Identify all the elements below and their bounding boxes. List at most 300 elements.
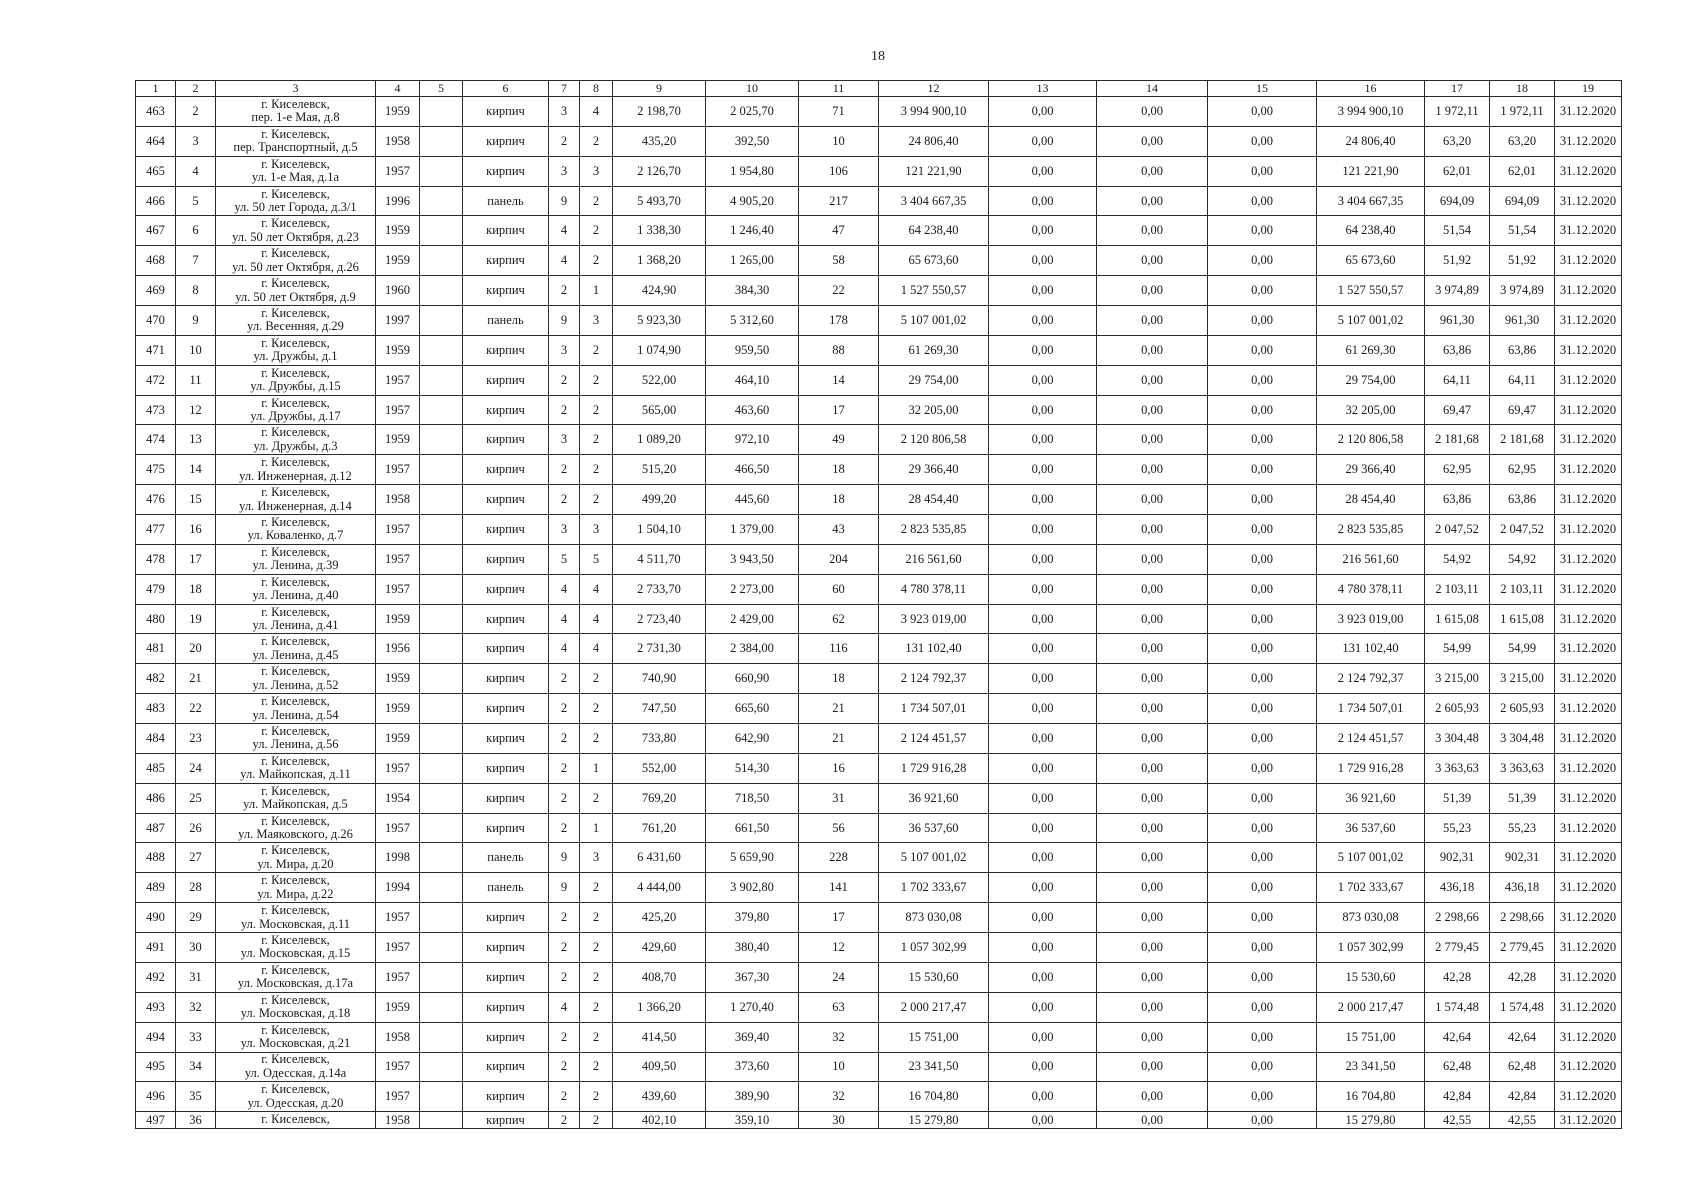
col-11-cell: 17: [799, 903, 879, 933]
address-line: ул. Московская, д.21: [240, 1036, 351, 1051]
col-1-cell: 492: [136, 962, 176, 992]
col-16-cell: 29 366,40: [1317, 455, 1425, 485]
col-7-cell: 2: [549, 813, 580, 843]
col-7-cell: 2: [549, 903, 580, 933]
col-16-cell: 216 561,60: [1317, 544, 1425, 574]
col-7-cell: 4: [549, 992, 580, 1022]
col-16-cell: 36 537,60: [1317, 813, 1425, 843]
col-12-cell: 2 124 792,37: [879, 664, 989, 694]
col-5-cell: [420, 813, 463, 843]
table-row: [136, 843, 1622, 873]
col-6-cell: кирпич: [463, 574, 549, 604]
col-18-cell: 902,31: [1490, 843, 1555, 873]
col-11-cell: 32: [799, 1082, 879, 1112]
column-number-header: 1: [136, 81, 176, 97]
col-12-cell: 2 124 451,57: [879, 724, 989, 754]
col-2-cell: 24: [176, 753, 216, 783]
data-table: [135, 80, 1622, 1129]
col-16-cell: 3 994 900,10: [1317, 97, 1425, 127]
col-12-cell: 23 341,50: [879, 1052, 989, 1082]
col-13-cell: 0,00: [989, 843, 1097, 873]
address-line: ул. Московская, д.18: [240, 1006, 351, 1021]
column-number-header: 17: [1425, 81, 1490, 97]
address-cell: [216, 664, 376, 694]
col-4-cell: 1958: [376, 126, 420, 156]
col-14-cell: 0,00: [1097, 156, 1208, 186]
col-15-cell: 0,00: [1208, 813, 1317, 843]
address-cell: [216, 933, 376, 963]
address-line: ул. 50 лет Города, д.3/1: [234, 200, 357, 214]
col-13-cell: 0,00: [989, 544, 1097, 574]
col-16-cell: 1 729 916,28: [1317, 753, 1425, 783]
col-2-cell: 2: [176, 97, 216, 127]
col-5-cell: [420, 1022, 463, 1052]
col-8-cell: 2: [580, 992, 613, 1022]
col-2-cell: 29: [176, 903, 216, 933]
col-12-cell: 2 823 535,85: [879, 515, 989, 545]
col-14-cell: 0,00: [1097, 365, 1208, 395]
col-1-cell: 478: [136, 544, 176, 574]
col-10-cell: 718,50: [706, 783, 799, 813]
table-row: [136, 186, 1622, 216]
table-row: [136, 783, 1622, 813]
col-1-cell: 465: [136, 156, 176, 186]
table-row: [136, 156, 1622, 186]
col-2-cell: 5: [176, 186, 216, 216]
col-6-cell: кирпич: [463, 455, 549, 485]
col-14-cell: 0,00: [1097, 1022, 1208, 1052]
col-18-cell: 436,18: [1490, 873, 1555, 903]
col-10-cell: 972,10: [706, 425, 799, 455]
col-13-cell: 0,00: [989, 186, 1097, 216]
col-13-cell: 0,00: [989, 634, 1097, 664]
col-8-cell: 4: [580, 574, 613, 604]
col-13-cell: 0,00: [989, 126, 1097, 156]
col-13-cell: 0,00: [989, 992, 1097, 1022]
col-5-cell: [420, 1112, 463, 1129]
col-5-cell: [420, 186, 463, 216]
address-cell: [216, 425, 376, 455]
col-13-cell: 0,00: [989, 246, 1097, 276]
address-cell: [216, 724, 376, 754]
col-14-cell: 0,00: [1097, 634, 1208, 664]
col-15-cell: 0,00: [1208, 634, 1317, 664]
col-5-cell: [420, 126, 463, 156]
col-1-cell: 481: [136, 634, 176, 664]
col-10-cell: 1 246,40: [706, 216, 799, 246]
col-1-cell: 495: [136, 1052, 176, 1082]
col-14-cell: 0,00: [1097, 604, 1208, 634]
col-4-cell: 1959: [376, 664, 420, 694]
col-14-cell: 0,00: [1097, 1112, 1208, 1129]
col-14-cell: 0,00: [1097, 276, 1208, 306]
col-10-cell: 1 265,00: [706, 246, 799, 276]
address-cell: [216, 515, 376, 545]
col-2-cell: 6: [176, 216, 216, 246]
col-8-cell: 2: [580, 694, 613, 724]
column-number-header: 6: [463, 81, 549, 97]
col-19-cell: 31.12.2020: [1555, 365, 1622, 395]
col-6-cell: кирпич: [463, 1052, 549, 1082]
col-14-cell: 0,00: [1097, 335, 1208, 365]
col-5-cell: [420, 425, 463, 455]
col-5-cell: [420, 574, 463, 604]
table-row: [136, 216, 1622, 246]
address-line: г. Киселевск,: [261, 604, 330, 619]
col-17-cell: 64,11: [1425, 365, 1490, 395]
col-11-cell: 30: [799, 1112, 879, 1129]
column-number-header: 15: [1208, 81, 1317, 97]
col-14-cell: 0,00: [1097, 306, 1208, 336]
col-18-cell: 3 363,63: [1490, 753, 1555, 783]
col-11-cell: 58: [799, 246, 879, 276]
address-line: г. Киселевск,: [261, 395, 330, 410]
table-header: [136, 81, 1622, 97]
col-13-cell: 0,00: [989, 783, 1097, 813]
table-row: [136, 694, 1622, 724]
address-line: пер. 1-е Мая, д.8: [251, 110, 340, 125]
col-9-cell: 1 366,20: [613, 992, 706, 1022]
address-line: ул. 50 лет Октября, д.9: [235, 289, 356, 304]
col-15-cell: 0,00: [1208, 365, 1317, 395]
col-9-cell: 5 923,30: [613, 306, 706, 336]
col-5-cell: [420, 753, 463, 783]
col-14-cell: 0,00: [1097, 186, 1208, 216]
col-1-cell: 474: [136, 425, 176, 455]
col-12-cell: 5 107 001,02: [879, 306, 989, 336]
col-14-cell: 0,00: [1097, 1052, 1208, 1082]
col-11-cell: 60: [799, 574, 879, 604]
col-17-cell: 55,23: [1425, 813, 1490, 843]
col-8-cell: 4: [580, 604, 613, 634]
col-17-cell: 63,86: [1425, 485, 1490, 515]
col-19-cell: 31.12.2020: [1555, 604, 1622, 634]
col-7-cell: 3: [549, 515, 580, 545]
col-7-cell: 4: [549, 634, 580, 664]
col-7-cell: 2: [549, 126, 580, 156]
col-2-cell: 22: [176, 694, 216, 724]
column-number-header: 5: [420, 81, 463, 97]
table-row: [136, 306, 1622, 336]
col-7-cell: 2: [549, 1052, 580, 1082]
col-9-cell: 424,90: [613, 276, 706, 306]
col-11-cell: 204: [799, 544, 879, 574]
col-10-cell: 660,90: [706, 664, 799, 694]
col-12-cell: 65 673,60: [879, 246, 989, 276]
col-18-cell: 2 298,66: [1490, 903, 1555, 933]
col-11-cell: 31: [799, 783, 879, 813]
col-19-cell: 31.12.2020: [1555, 962, 1622, 992]
col-10-cell: 2 273,00: [706, 574, 799, 604]
col-14-cell: 0,00: [1097, 216, 1208, 246]
col-9-cell: 2 733,70: [613, 574, 706, 604]
col-9-cell: 499,20: [613, 485, 706, 515]
col-18-cell: 42,64: [1490, 1022, 1555, 1052]
col-5-cell: [420, 604, 463, 634]
col-1-cell: 469: [136, 276, 176, 306]
address-line: г. Киселевск,: [261, 126, 330, 141]
col-17-cell: 961,30: [1425, 306, 1490, 336]
col-4-cell: 1959: [376, 724, 420, 754]
address-line: ул. Инженерная, д.12: [239, 468, 352, 483]
col-4-cell: 1957: [376, 515, 420, 545]
col-13-cell: 0,00: [989, 694, 1097, 724]
col-2-cell: 34: [176, 1052, 216, 1082]
col-12-cell: 216 561,60: [879, 544, 989, 574]
col-2-cell: 30: [176, 933, 216, 963]
address-line: г. Киселевск,: [261, 1022, 330, 1037]
col-6-cell: кирпич: [463, 1082, 549, 1112]
col-2-cell: 36: [176, 1112, 216, 1129]
col-17-cell: 62,48: [1425, 1052, 1490, 1082]
col-10-cell: 661,50: [706, 813, 799, 843]
col-8-cell: 2: [580, 664, 613, 694]
col-9-cell: 4 511,70: [613, 544, 706, 574]
col-14-cell: 0,00: [1097, 574, 1208, 604]
col-9-cell: 2 198,70: [613, 97, 706, 127]
col-14-cell: 0,00: [1097, 485, 1208, 515]
col-7-cell: 4: [549, 604, 580, 634]
table-row: [136, 544, 1622, 574]
col-11-cell: 56: [799, 813, 879, 843]
col-9-cell: 1 089,20: [613, 425, 706, 455]
col-6-cell: кирпич: [463, 604, 549, 634]
col-2-cell: 3: [176, 126, 216, 156]
col-5-cell: [420, 873, 463, 903]
col-13-cell: 0,00: [989, 425, 1097, 455]
address-cell: [216, 306, 376, 336]
address-cell: [216, 694, 376, 724]
col-11-cell: 21: [799, 694, 879, 724]
col-7-cell: 9: [549, 306, 580, 336]
column-number-header: 16: [1317, 81, 1425, 97]
col-2-cell: 23: [176, 724, 216, 754]
col-12-cell: 64 238,40: [879, 216, 989, 246]
col-2-cell: 21: [176, 664, 216, 694]
col-11-cell: 71: [799, 97, 879, 127]
col-17-cell: 42,84: [1425, 1082, 1490, 1112]
col-2-cell: 32: [176, 992, 216, 1022]
col-11-cell: 21: [799, 724, 879, 754]
col-9-cell: 522,00: [613, 365, 706, 395]
col-18-cell: 51,92: [1490, 246, 1555, 276]
col-10-cell: 373,60: [706, 1052, 799, 1082]
col-2-cell: 18: [176, 574, 216, 604]
col-17-cell: 3 363,63: [1425, 753, 1490, 783]
address-cell: [216, 455, 376, 485]
address-line: ул. Одесская, д.14а: [244, 1065, 347, 1080]
address-line: г. Киселевск,: [261, 694, 330, 709]
col-10-cell: 367,30: [706, 962, 799, 992]
col-16-cell: 3 404 667,35: [1317, 186, 1425, 216]
col-13-cell: 0,00: [989, 903, 1097, 933]
col-9-cell: 740,90: [613, 664, 706, 694]
col-5-cell: [420, 1052, 463, 1082]
col-7-cell: 2: [549, 694, 580, 724]
col-8-cell: 2: [580, 126, 613, 156]
col-12-cell: 16 704,80: [879, 1082, 989, 1112]
col-13-cell: 0,00: [989, 306, 1097, 336]
col-11-cell: 47: [799, 216, 879, 246]
col-6-cell: кирпич: [463, 1022, 549, 1052]
col-17-cell: 902,31: [1425, 843, 1490, 873]
col-1-cell: 468: [136, 246, 176, 276]
table-row: [136, 664, 1622, 694]
address-line: г. Киселевск,: [261, 335, 330, 350]
col-18-cell: 62,01: [1490, 156, 1555, 186]
col-11-cell: 88: [799, 335, 879, 365]
col-9-cell: 747,50: [613, 694, 706, 724]
col-19-cell: 31.12.2020: [1555, 455, 1622, 485]
col-5-cell: [420, 724, 463, 754]
col-6-cell: панель: [463, 873, 549, 903]
col-6-cell: панель: [463, 843, 549, 873]
address-line: ул. 50 лет Октября, д.23: [232, 229, 359, 244]
col-19-cell: 31.12.2020: [1555, 664, 1622, 694]
col-5-cell: [420, 933, 463, 963]
col-19-cell: 31.12.2020: [1555, 783, 1622, 813]
address-line: г. Киселевск,: [261, 843, 330, 858]
col-18-cell: 54,92: [1490, 544, 1555, 574]
col-10-cell: 1 379,00: [706, 515, 799, 545]
col-12-cell: 15 279,80: [879, 1112, 989, 1129]
col-13-cell: 0,00: [989, 97, 1097, 127]
col-19-cell: 31.12.2020: [1555, 515, 1622, 545]
col-18-cell: 63,20: [1490, 126, 1555, 156]
col-8-cell: 2: [580, 216, 613, 246]
col-1-cell: 475: [136, 455, 176, 485]
col-5-cell: [420, 276, 463, 306]
col-15-cell: 0,00: [1208, 246, 1317, 276]
col-2-cell: 11: [176, 365, 216, 395]
col-9-cell: 414,50: [613, 1022, 706, 1052]
col-15-cell: 0,00: [1208, 97, 1317, 127]
table-row: [136, 903, 1622, 933]
col-18-cell: 1 972,11: [1490, 97, 1555, 127]
col-2-cell: 15: [176, 485, 216, 515]
address-line: ул. Майкопская, д.5: [243, 797, 348, 812]
address-line: ул. Ленина, д.52: [252, 677, 339, 692]
col-15-cell: 0,00: [1208, 395, 1317, 425]
address-cell: [216, 843, 376, 873]
address-line: г. Киселевск,: [261, 932, 330, 947]
col-17-cell: 42,28: [1425, 962, 1490, 992]
col-19-cell: 31.12.2020: [1555, 574, 1622, 604]
col-6-cell: кирпич: [463, 544, 549, 574]
col-4-cell: 1958: [376, 485, 420, 515]
col-6-cell: кирпич: [463, 694, 549, 724]
col-8-cell: 5: [580, 544, 613, 574]
col-10-cell: 3 902,80: [706, 873, 799, 903]
col-4-cell: 1957: [376, 395, 420, 425]
col-6-cell: кирпич: [463, 753, 549, 783]
column-number-header: 18: [1490, 81, 1555, 97]
col-15-cell: 0,00: [1208, 1082, 1317, 1112]
address-line: г. Киселевск,: [261, 962, 330, 977]
address-line: ул. Московская, д.11: [240, 916, 351, 931]
col-8-cell: 2: [580, 395, 613, 425]
col-8-cell: 1: [580, 276, 613, 306]
col-1-cell: 494: [136, 1022, 176, 1052]
col-2-cell: 19: [176, 604, 216, 634]
col-7-cell: 2: [549, 1112, 580, 1129]
col-15-cell: 0,00: [1208, 156, 1317, 186]
col-11-cell: 141: [799, 873, 879, 903]
col-17-cell: 42,55: [1425, 1112, 1490, 1129]
col-17-cell: 2 181,68: [1425, 425, 1490, 455]
col-5-cell: [420, 455, 463, 485]
col-8-cell: 2: [580, 1022, 613, 1052]
col-5-cell: [420, 306, 463, 336]
col-6-cell: панель: [463, 306, 549, 336]
col-4-cell: 1959: [376, 604, 420, 634]
col-6-cell: кирпич: [463, 783, 549, 813]
col-19-cell: 31.12.2020: [1555, 724, 1622, 754]
col-9-cell: 733,80: [613, 724, 706, 754]
column-number-header: 9: [613, 81, 706, 97]
col-5-cell: [420, 246, 463, 276]
col-19-cell: 31.12.2020: [1555, 933, 1622, 963]
table-row: [136, 1082, 1622, 1112]
col-15-cell: 0,00: [1208, 485, 1317, 515]
address-line: г. Киселевск,: [261, 544, 330, 559]
col-1-cell: 487: [136, 813, 176, 843]
col-17-cell: 63,86: [1425, 335, 1490, 365]
col-1-cell: 472: [136, 365, 176, 395]
address-line: ул. Дружбы, д.1: [253, 349, 338, 364]
col-17-cell: 2 103,11: [1425, 574, 1490, 604]
address-cell: [216, 962, 376, 992]
address-cell: [216, 813, 376, 843]
col-5-cell: [420, 903, 463, 933]
column-number-header: 10: [706, 81, 799, 97]
col-13-cell: 0,00: [989, 1052, 1097, 1082]
col-13-cell: 0,00: [989, 455, 1097, 485]
col-14-cell: 0,00: [1097, 933, 1208, 963]
address-cell: [216, 365, 376, 395]
address-line: ул. Ленина, д.41: [252, 618, 339, 633]
col-18-cell: 2 605,93: [1490, 694, 1555, 724]
col-10-cell: 1 270,40: [706, 992, 799, 1022]
col-16-cell: 873 030,08: [1317, 903, 1425, 933]
col-7-cell: 2: [549, 365, 580, 395]
col-17-cell: 1 574,48: [1425, 992, 1490, 1022]
col-19-cell: 31.12.2020: [1555, 813, 1622, 843]
address-line: г. Киселевск,: [261, 1052, 330, 1067]
col-19-cell: 31.12.2020: [1555, 1082, 1622, 1112]
table-row: [136, 425, 1622, 455]
col-4-cell: 1957: [376, 813, 420, 843]
col-14-cell: 0,00: [1097, 873, 1208, 903]
column-number-header: 2: [176, 81, 216, 97]
col-8-cell: 2: [580, 485, 613, 515]
col-6-cell: кирпич: [463, 962, 549, 992]
col-4-cell: 1957: [376, 574, 420, 604]
col-17-cell: 62,95: [1425, 455, 1490, 485]
col-9-cell: 1 368,20: [613, 246, 706, 276]
address-cell: [216, 1112, 376, 1129]
col-19-cell: 31.12.2020: [1555, 843, 1622, 873]
col-11-cell: 228: [799, 843, 879, 873]
col-2-cell: 33: [176, 1022, 216, 1052]
address-line: г. Киселевск,: [261, 485, 330, 500]
col-17-cell: 1 615,08: [1425, 604, 1490, 634]
col-12-cell: 36 921,60: [879, 783, 989, 813]
column-number-header: 12: [879, 81, 989, 97]
col-5-cell: [420, 156, 463, 186]
address-line: г. Киселевск,: [261, 276, 330, 291]
col-13-cell: 0,00: [989, 664, 1097, 694]
